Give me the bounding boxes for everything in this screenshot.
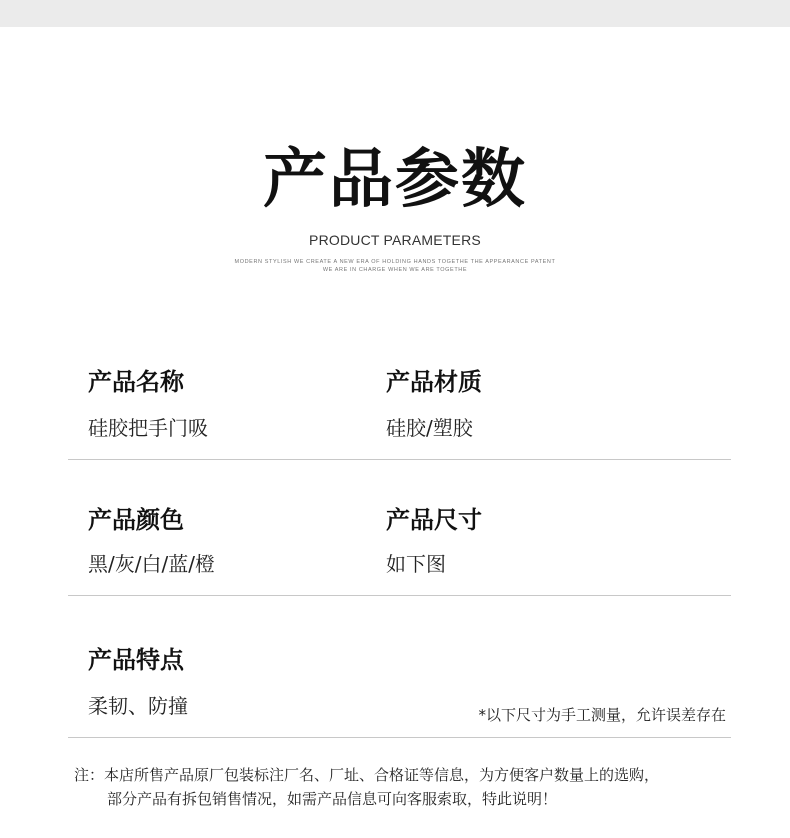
divider [68, 595, 731, 596]
page-title: 产品参数 [263, 143, 527, 217]
footnote-line-1: 注：本店所售产品原厂包装标注厂名、厂址、合格证等信息，为方便客户数量上的选购， [74, 766, 660, 784]
param-feature-value: 柔韧、防撞 [88, 694, 188, 718]
tagline-line-2: WE ARE IN CHARGE WHEN WE ARE TOGETHE [322, 267, 468, 273]
divider [68, 459, 731, 460]
param-material-label: 产品材质 [386, 368, 482, 396]
measure-note: *以下尺寸为手工测量，允许误差存在 [478, 706, 726, 724]
page-subtitle: PRODUCT PARAMETERS [309, 232, 481, 248]
param-material-value: 硅胶/塑胶 [386, 416, 473, 440]
tagline-line-1: MODERN STYLISH WE CREATE A NEW ERA OF HOLDING HANDS TOGETHE THE APPEARANCE PATENT [234, 259, 556, 265]
param-color-value: 黑/灰/白/蓝/橙 [88, 552, 215, 576]
footnote [74, 763, 659, 811]
top-strip [0, 0, 790, 27]
param-size-value: 如下图 [386, 552, 446, 576]
param-feature-label: 产品特点 [88, 646, 184, 674]
param-color-label: 产品颜色 [88, 506, 184, 534]
param-size-label: 产品尺寸 [386, 506, 482, 534]
footnote-line-2: 部分产品有拆包销售情况，如需产品信息可向客服索取，特此说明！ [107, 790, 558, 808]
param-name-label: 产品名称 [88, 368, 184, 396]
param-name-value: 硅胶把手门吸 [88, 416, 208, 440]
divider [68, 737, 731, 738]
